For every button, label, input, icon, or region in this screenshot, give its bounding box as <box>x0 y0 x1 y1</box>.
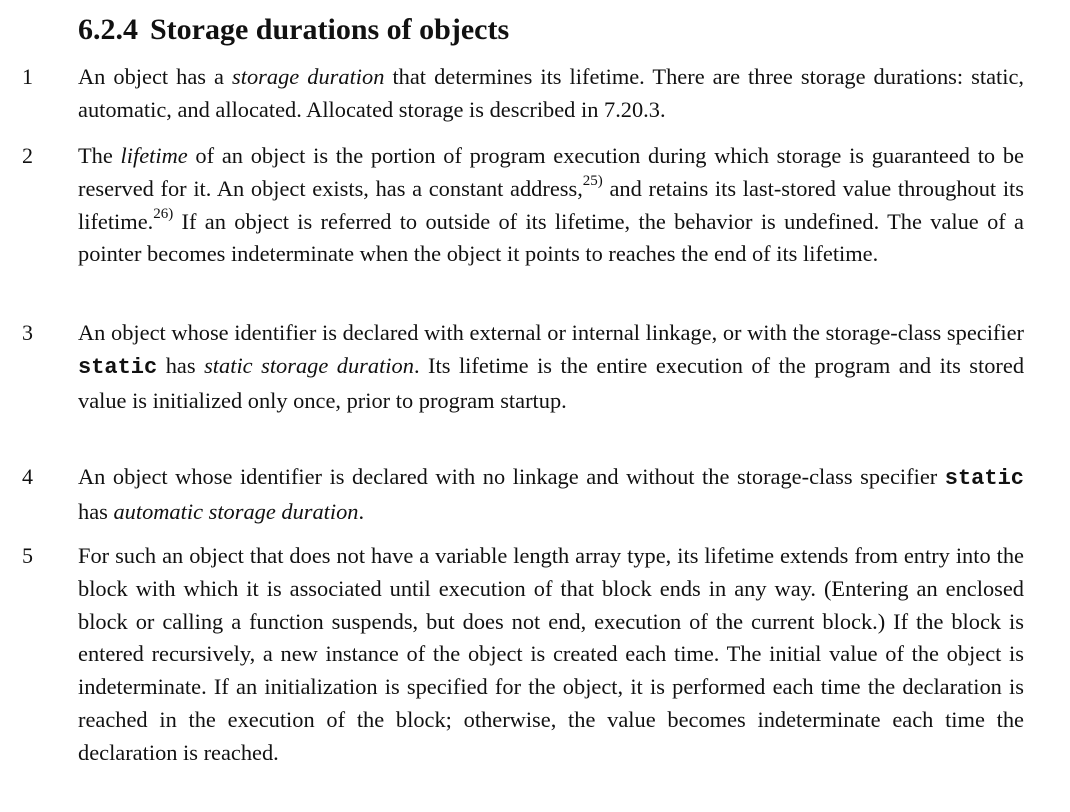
section-number: 6.2.4 <box>78 13 138 46</box>
paragraph-2-text-d: and retains its last-stored value throughout its lifetime. <box>78 175 1024 234</box>
term-automatic-storage-duration: automatic storage duration <box>113 498 359 524</box>
paragraph-2-text-e: If an object is referred to outside of its lifetime, the behavior is undefined. The value of a pointer becomes indeterminate when the object it points to reaches the end of its lifetime. <box>78 208 1024 267</box>
code-static-keyword: static <box>944 466 1024 491</box>
paragraph-4-text-a: An object whose identifier is declared with no linkage and without the storage-class specifier <box>78 464 945 489</box>
paragraph-4-text-d: . <box>358 498 365 524</box>
paragraph-number-1: 1 <box>22 64 33 89</box>
paragraph-2-text-c: of an object is the portion of program execution during which storage is guaranteed to be reserved for it. An object exists, has a constant address, <box>78 143 1024 201</box>
paragraph-number-3: 3 <box>22 320 33 345</box>
term-static-storage-duration: static storage duration <box>204 352 414 378</box>
paragraph-3-text-a: An object whose identifier is declared with external or internal linkage, or with the storage-class specifier <box>78 320 1024 345</box>
paragraph-4-text-b: has <box>78 498 114 524</box>
term-lifetime: lifetime <box>120 143 188 168</box>
paragraph-5-text-a: For such an object that does not have a variable length array type, its lifetime extends from entry into the block with which it is associated until execution of that block ends in any way. (Entering an enclosed block or calling a function suspends, but does not end, execution of the current block.) If the block is entered recursively, a new instance of the object is created each time. The initial value of the object is indeterminate. If an initialization is specified for the object, it is performed each time the declaration is reached in the execution of the block; otherwise, the value becomes indeterminate each time the declaration is reached. <box>78 543 1024 765</box>
paragraph-4 <box>78 461 1024 529</box>
paragraph-1 <box>78 61 1024 127</box>
code-static-keyword: static <box>78 354 158 380</box>
paragraph-3-text-d: . Its lifetime is the entire execution of the program and its stored value is initialized only once, prior to program startup. <box>78 352 1025 413</box>
section-heading <box>78 10 509 50</box>
term-storage-duration: storage duration <box>232 64 385 89</box>
paragraph-2-text-a: The <box>78 143 121 168</box>
section-title: Storage durations of objects <box>150 13 510 46</box>
footnote-ref-26[interactable]: 26) <box>153 206 174 223</box>
paragraph-number-2: 2 <box>22 143 33 168</box>
paragraph-1-text-c: that determines its lifetime. There are three storage durations: static, automatic, and allocated. Allocated storage is described in 7.20.3. <box>78 64 1025 122</box>
paragraph-1-text-a: An object has a <box>78 64 233 89</box>
paragraph-5 <box>78 540 1024 770</box>
paragraph-3-text-b: has <box>157 352 205 378</box>
paragraph-3 <box>78 317 1024 417</box>
paragraph-number-4: 4 <box>22 464 33 489</box>
footnote-ref-25[interactable]: 25) <box>582 173 603 190</box>
paragraph-2 <box>78 140 1024 271</box>
paragraph-number-5: 5 <box>22 543 33 568</box>
